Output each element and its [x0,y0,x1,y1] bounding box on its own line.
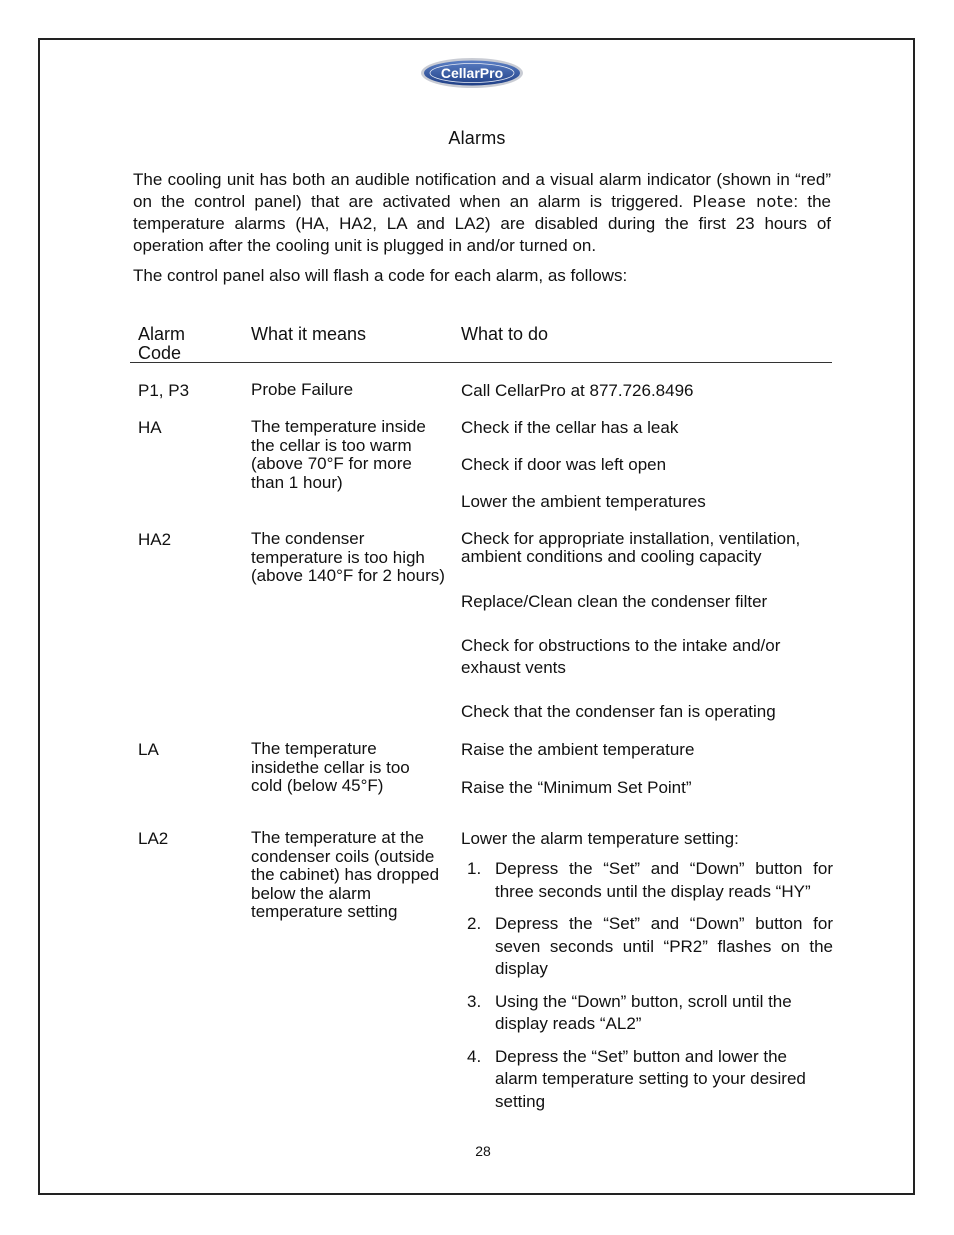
action-la2-intro: Lower the alarm temperature setting: [461,829,739,848]
header-code-line1: Alarm [138,324,186,344]
action-ha2-3: Check for obstructions to the intake and/or exhaust vents [461,636,781,677]
action-ha2-4: Check that the condenser fan is operating [461,702,776,721]
step-number: 4. [467,1046,482,1066]
list-item [461,913,833,981]
cellarpro-logo [420,57,524,89]
meaning-ha: The temperature inside the cellar is too warm (above 70°F for more than 1 hour) [251,417,426,492]
action-ha2-1: Check for appropriate installation, ventilation, ambient conditions and cooling capacity [461,529,801,566]
code-la2: LA2 [138,829,169,848]
action-ha2-2: Replace/Clean clean the condenser filter [461,592,768,611]
header-code-line2: Code [138,343,182,363]
list-item [461,858,833,903]
header-what-to-do: What to do [461,324,549,344]
intro-paragraph [133,169,831,257]
list-item [461,1046,833,1114]
code-ha2: HA2 [138,530,172,549]
intro-text: The cooling unit has both an audible notification and a visual alarm indicator (shown in “red” on the control panel) that are activated when an alarm is triggered. [133,170,831,211]
la2-steps [461,858,833,1113]
header-alarm-code [138,325,185,363]
step-text: Using the “Down” button, scroll until the display reads “AL2” [495,991,792,1033]
note-label: Please note [692,192,794,211]
action-la-1: Raise the ambient temperature [461,740,695,759]
action-ha-3: Lower the ambient temperatures [461,492,706,511]
code-ha: HA [138,418,162,437]
code-la: LA [138,740,159,759]
step-number: 3. [467,991,482,1011]
section-title: Alarms [448,128,506,148]
header-divider [130,362,832,363]
action-ha-2: Check if door was left open [461,455,667,474]
step-number: 2. [467,914,482,933]
step-number: 1. [467,859,482,878]
page-number: 28 [475,1143,491,1159]
note-text: : the temperature alarms (HA, HA2, LA and LA2) are disabled during the first 23 hours of operation after the cooling unit is plugged in and/or turned on. [133,192,831,255]
svg-text:CellarPro: CellarPro [440,65,504,81]
list-item [461,991,833,1036]
meaning-p1-p3: Probe Failure [251,380,354,399]
meaning-la: The temperature insidethe cellar is too cold (below 45°F) [251,739,410,795]
action-ha-1: Check if the cellar has a leak [461,418,679,437]
meaning-ha2: The condenser temperature is too high (above 140°F for 2 hours) [251,529,445,585]
code-p1-p3: P1, P3 [138,381,190,400]
action-p1-p3: Call CellarPro at 877.726.8496 [461,381,694,400]
action-la-2: Raise the “Minimum Set Point” [461,778,692,797]
header-what-it-means: What it means [251,324,367,344]
step-text: Depress the “Set” button and lower the alarm temperature setting to your desired setting [495,1046,806,1111]
step-text: Depress the “Set” and “Down” button for three seconds until the display reads “HY” [495,859,833,901]
step-text: Depress the “Set” and “Down” button for seven seconds until “PR2” flashes on the display [495,914,833,978]
meaning-la2: The temperature at the condenser coils (outside the cabinet) has dropped below the alarm temperature setting [251,828,440,921]
codes-intro: The control panel also will flash a code for each alarm, as follows: [133,266,628,285]
